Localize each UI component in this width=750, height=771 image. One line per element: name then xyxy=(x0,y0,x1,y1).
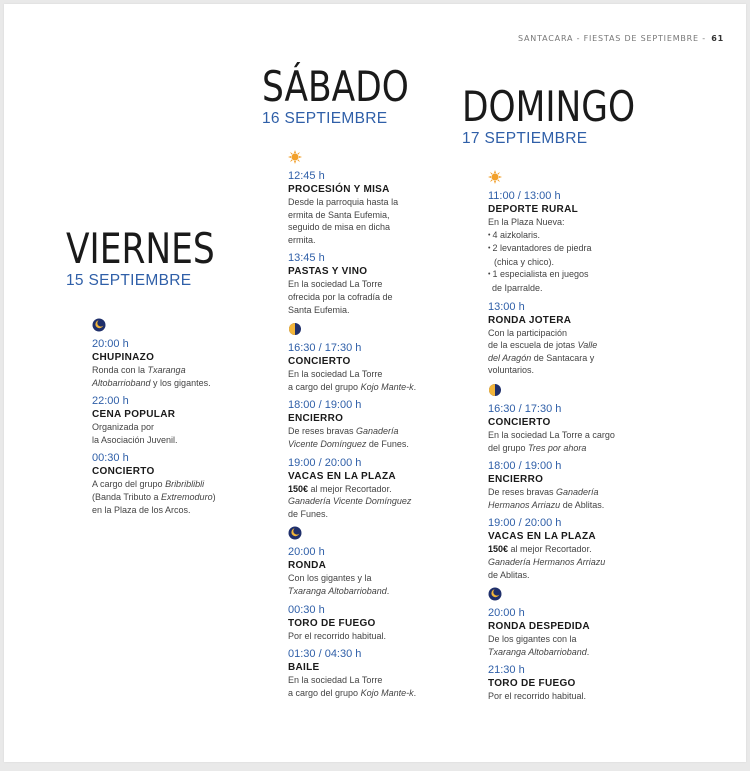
event-description: En la sociedad La Torre ofrecida por la cofradía de Santa Eufemia. xyxy=(288,279,393,315)
event-description: De los gigantes con la Txaranga Altobarrioband. xyxy=(488,634,590,657)
event-title: RONDA xyxy=(288,560,327,572)
day-name: SÁBADO xyxy=(262,62,409,111)
event-ronda-despedida xyxy=(488,607,648,658)
day-name: DOMINGO xyxy=(462,82,636,131)
event-description: 150€ al mejor Recortador. Ganadería Hermanos Arriazu de Ablitas. xyxy=(488,544,606,580)
event-time: 16:30 / 17:30 h xyxy=(488,402,562,415)
half-moon-icon xyxy=(288,322,302,336)
event-title: PASTAS Y VINO xyxy=(288,266,368,278)
events-domingo xyxy=(488,170,648,709)
event-title: CONCIERTO xyxy=(488,416,551,428)
event-title: RONDA JOTERA xyxy=(488,314,572,326)
list-item: En la Plaza Nueva: xyxy=(488,217,565,227)
event-description: Organizada por la Asociación Juvenil. xyxy=(92,422,178,445)
sun-icon xyxy=(288,150,302,164)
day-name: VIERNES xyxy=(66,224,215,273)
day-heading-viernes xyxy=(66,224,236,290)
event-toro-de-fuego xyxy=(288,604,448,643)
event-vacas-en-la-plaza xyxy=(288,457,448,521)
running-header xyxy=(518,34,724,43)
event-time: 20:00 h xyxy=(488,607,525,620)
event-title: BAILE xyxy=(288,662,320,674)
event-time: 13:45 h xyxy=(288,252,325,265)
day-date: 17 SEPTIEMBRE xyxy=(462,130,588,147)
event-time: 20:00 h xyxy=(92,338,129,350)
event-title: CENA POPULAR xyxy=(92,409,176,421)
event-pastas-y-vino xyxy=(288,252,448,316)
event-time: 00:30 h xyxy=(288,603,325,616)
list-item: • 2 levantadores de piedra xyxy=(488,243,592,254)
event-baile xyxy=(288,648,448,699)
event-description: De reses bravas Ganadería Hermanos Arriazu de Ablitas. xyxy=(488,487,605,510)
events-sabado xyxy=(288,150,448,705)
event-encierro xyxy=(488,460,648,511)
event-time: 13:00 h xyxy=(488,300,525,313)
event-ronda xyxy=(288,546,448,597)
event-description: En la sociedad La Torre a cargo del grupo Kojo Mante-k. xyxy=(288,675,417,698)
event-description xyxy=(488,216,648,295)
event-title: CONCIERTO xyxy=(288,356,351,368)
event-description: Por el recorrido habitual. xyxy=(488,691,587,702)
event-title: RONDA DESPEDIDA xyxy=(488,621,590,633)
event-description: Por el recorrido habitual. xyxy=(288,630,387,641)
event-time: 11:00 / 13:00 h xyxy=(488,190,561,202)
event-description: De reses bravas Ganadería Vicente Domínguez de Funes. xyxy=(288,426,409,449)
event-time: 01:30 / 04:30 h xyxy=(288,648,362,661)
list-item: (chica y chico). xyxy=(494,256,555,267)
event-description: Con la participación de la escuela de jotas Valle del Aragón de Santacara y voluntarios. xyxy=(488,327,598,376)
event-ronda-jotera xyxy=(488,301,648,377)
event-description: En la sociedad La Torre a cargo del grupo Tres por ahora xyxy=(488,429,615,453)
event-time: 18:00 / 19:00 h xyxy=(288,399,362,412)
event-concierto xyxy=(92,452,252,516)
day-date: 15 SEPTIEMBRE xyxy=(66,272,192,289)
moon-icon xyxy=(92,318,106,332)
event-toro-de-fuego xyxy=(488,664,648,703)
running-title: SANTACARA - FIESTAS DE SEPTIEMBRE - xyxy=(518,34,706,43)
event-title: ENCIERRO xyxy=(488,474,544,486)
event-title: VACAS EN LA PLAZA xyxy=(288,470,396,482)
day-date: 16 SEPTIEMBRE xyxy=(262,110,388,127)
event-title: DEPORTE RURAL xyxy=(488,204,579,215)
event-title: ENCIERRO xyxy=(288,413,344,425)
event-title: CHUPINAZO xyxy=(92,352,155,363)
event-title: VACAS EN LA PLAZA xyxy=(488,531,596,543)
event-description: Desde la parroquia hasta la ermita de Santa Eufemia, seguido de misa en dicha ermita. xyxy=(288,197,399,245)
event-cena-popular xyxy=(92,395,252,446)
moon-icon xyxy=(288,526,302,540)
event-time: 16:30 / 17:30 h xyxy=(288,342,362,355)
event-title: TORO DE FUEGO xyxy=(488,678,576,690)
event-time: 20:00 h xyxy=(288,546,325,559)
sun-icon xyxy=(488,170,502,184)
event-time: 18:00 / 19:00 h xyxy=(488,460,562,473)
event-time: 22:00 h xyxy=(92,395,129,408)
day-heading-sabado xyxy=(262,62,442,128)
event-title: PROCESIÓN Y MISA xyxy=(288,184,390,195)
event-deporte-rural xyxy=(488,190,648,295)
events-viernes xyxy=(92,318,252,522)
event-time: 19:00 / 20:00 h xyxy=(288,456,362,469)
event-procesion-y-misa xyxy=(288,170,448,246)
event-concierto xyxy=(488,403,648,454)
event-concierto xyxy=(288,342,448,393)
list-item: • 1 especialista en juegos xyxy=(488,269,589,280)
event-title: TORO DE FUEGO xyxy=(288,617,376,629)
event-time: 00:30 h xyxy=(92,452,129,465)
event-chupinazo xyxy=(92,338,252,389)
half-moon-icon xyxy=(488,383,502,397)
event-vacas-en-la-plaza xyxy=(488,517,648,581)
event-time: 19:00 / 20:00 h xyxy=(488,517,562,530)
event-description: Con los gigantes y la Txaranga Altobarrioband. xyxy=(288,573,390,596)
event-description: En la sociedad La Torre a cargo del grupo Kojo Mante-k. xyxy=(288,369,417,392)
list-item: de Iparralde. xyxy=(492,282,543,293)
event-description: A cargo del grupo Bribriblibli (Banda Tributo a Extremoduro) en la Plaza de los Arcos. xyxy=(92,479,216,515)
page-number: 61 xyxy=(711,34,724,43)
list-item: • 4 aizkolaris. xyxy=(488,229,540,240)
event-time: 21:30 h xyxy=(488,664,525,677)
event-description: 150€ al mejor Recortador. Ganadería Vicente Domínguez de Funes. xyxy=(288,483,412,519)
event-title: CONCIERTO xyxy=(92,466,155,478)
moon-icon xyxy=(488,587,502,601)
event-time: 12:45 h xyxy=(288,170,325,182)
day-heading-domingo xyxy=(462,82,652,148)
event-description: Ronda con la Txaranga Altobarrioband y los gigantes. xyxy=(92,365,211,388)
event-encierro xyxy=(288,399,448,450)
